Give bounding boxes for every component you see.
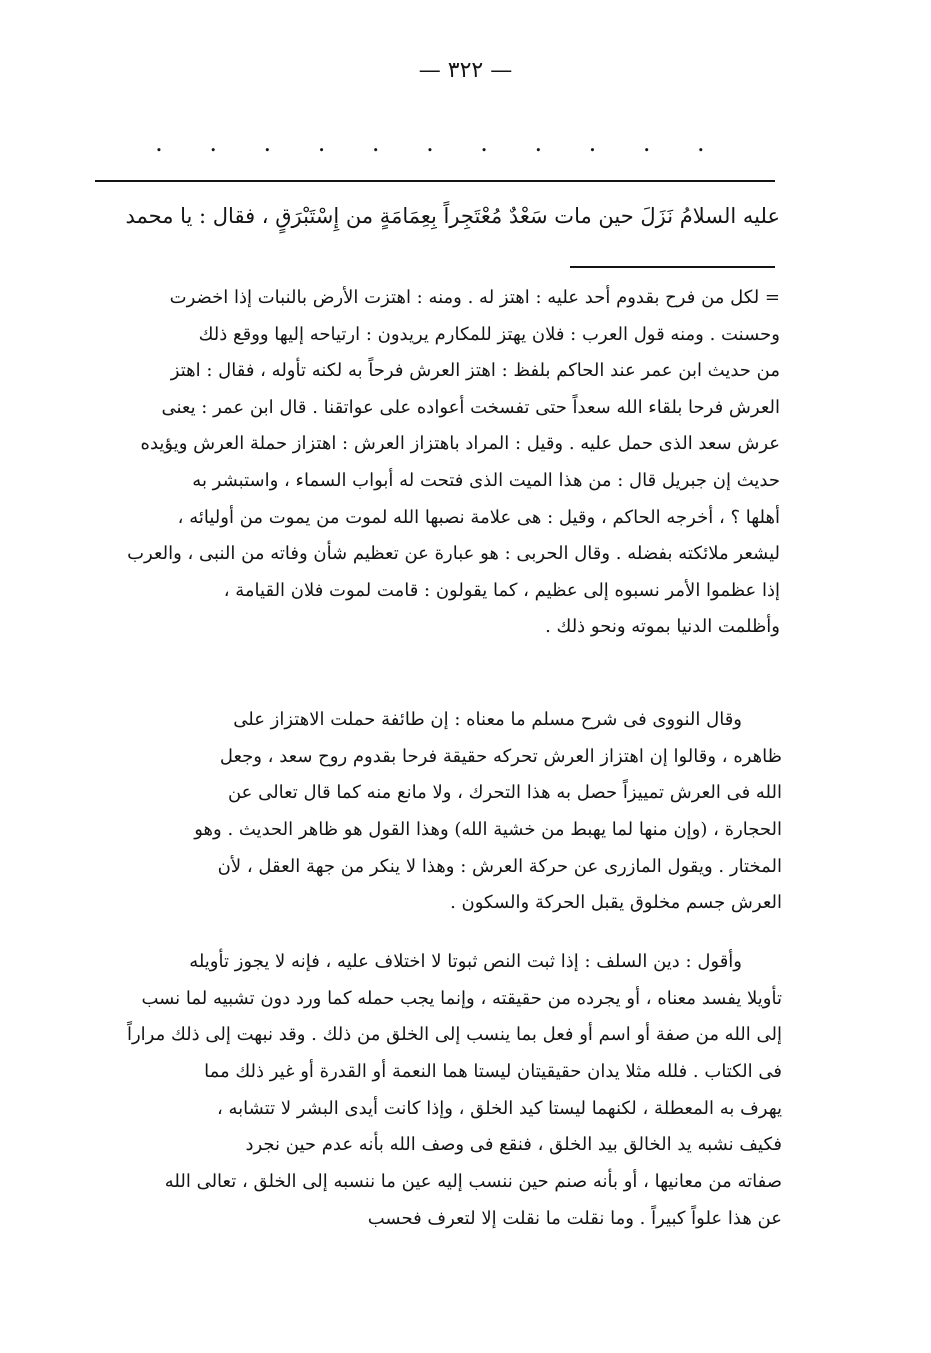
page-number: — ٣٢٢ — [418,58,513,83]
paragraph-line: إلى الله من صفة أو اسم أو فعل بما ينسب إلى الخلق من ذلك . وقد نبهت إلى ذلك مراراً [126,1024,782,1046]
paragraph-line: المختار . ويقول المازرى عن حركة العرش : وهذا لا ينكر من جهة العقل ، لأن [217,855,782,877]
paragraph-line: تأويلا يفسد معناه ، أو يجرده من حقيقته ، وإنما يجب حمله كما ورد دون تشبيه لما نسب [141,987,782,1009]
paragraph-line: يهرف به المعطلة ، لكنهما ليستا كيد الخلق ، وإذا كانت أيدى البشر لا تتشابه ، [216,1097,782,1119]
paragraph-line: ظاهره ، وقالوا إن اهتزاز العرش تحركه حقيقة فرحا بقدوم روح سعد ، وجعل [219,745,782,767]
paragraph-line: وأقول : دين السلف : إذا ثبت النص ثبوتا لا اختلاف عليه ، فإنه لا يجوز تأويله [189,951,742,972]
footnote-line: = لكل من فرح بقدوم أحد عليه : اهتز له . ومنه : اهتزت الأرض بالنبات إذا اخضرت [169,287,780,308]
paragraph-line: فى الكتاب . فلله مثلا يدان حقيقيتان ليستا هما النعمة أو القدرة أو غير ذلك مما [204,1061,782,1083]
paragraph-line: فكيف نشبه يد الخالق بيد الخلق ، فنقع فى وصف الله بأنه عدم حين نجرد [245,1134,782,1156]
paragraph-line: الله فى العرش تمييزاً حصل به هذا التحرك ، ولا مانع منه كما قال تعالى عن [227,782,782,804]
ornament-dot: . [697,129,705,157]
ornament-dot: . [426,129,434,157]
ornament-dot: . [480,129,488,157]
paragraph-line: وقال النووى فى شرح مسلم ما معناه : إن طائفة حملت الاهتزاز على [233,709,742,730]
paragraph-line: صفاته من معانيها ، أو بأنه صنم حين ننسب إليه عين ما ننسبه إلى الخلق ، تعالى الله [164,1171,782,1193]
ornament-dot: . [263,129,272,157]
footnote-line: أهلها ؟ ، أخرجه الحاكم ، وقيل : هى علامة نصبها الله لموت من يموت من أوليائه ، [177,506,780,528]
footnote-line: العرش فرحا بلقاء الله سعداً حتى تفسخت أعواده على عواتقنا . قال ابن عمر : يعنى [161,396,780,418]
ornament-dot: . [642,129,651,157]
footnote-line: وحسنت . ومنه قول العرب : فلان يهتز للمكارم يريدون : ارتياحه إليها ووقع ذلك [198,323,780,345]
ornament-dot: . [155,129,163,157]
ornamental-dot-row [150,128,710,158]
footnote-line: عرش سعد الذى حمل عليه . وقيل : المراد باهتزاز العرش : اهتزاز حملة العرش ويؤيده [140,433,780,455]
paragraph-line: الحجارة ، (وإن منها لما يهبط من خشية الله) وهذا القول هو ظاهر الحديث . وهو [194,819,782,841]
ornament-dot: . [371,129,380,157]
footnote-line: وأظلمت الدنيا بموته ونحو ذلك . [545,616,780,638]
top-divider [95,180,775,182]
ornament-dot: . [588,129,597,157]
footnote-line: إذا عظموا الأمر نسبوه إلى عظيم ، كما يقولون : قامت لموت فلان القيامة ، [223,579,780,601]
ornament-dot: . [209,129,217,157]
footnote-divider [570,266,775,268]
paragraph-nawawi [110,702,782,922]
paragraph-line: عن هذا علواً كبيراً . وما نقلت ما نقلت إلا لتعرف فحسب [367,1207,782,1229]
paragraph-line: العرش جسم مخلوق يقبل الحركة والسكون . [450,892,782,914]
main-text-line: عليه السلامُ نَزَلَ حين مات سَعْدٌ مُعْتَجِراً بِعِمَامَةٍ من إِسْتَبْرَقٍ ، فقال : يا محمد [125,204,780,228]
footnote-line: ليشعر ملائكته بفضله . وقال الحربى : هو عبارة عن تعظيم شأن وفاته من النبى ، والعرب [127,543,780,565]
ornament-dot: . [317,129,326,157]
footnote-line: من حديث ابن عمر عند الحاكم بلفظ : اهتز العرش فرحاً به لكنه تأوله ، فقال : اهتز [170,360,780,382]
ornament-dot: . [534,129,543,157]
paragraph-author-comment [110,944,782,1238]
footnote-block [110,280,780,646]
footnote-line: حديث إن جبريل قال : من هذا الميت الذى فتحت له أبواب السماء ، واستبشر به [192,469,780,491]
